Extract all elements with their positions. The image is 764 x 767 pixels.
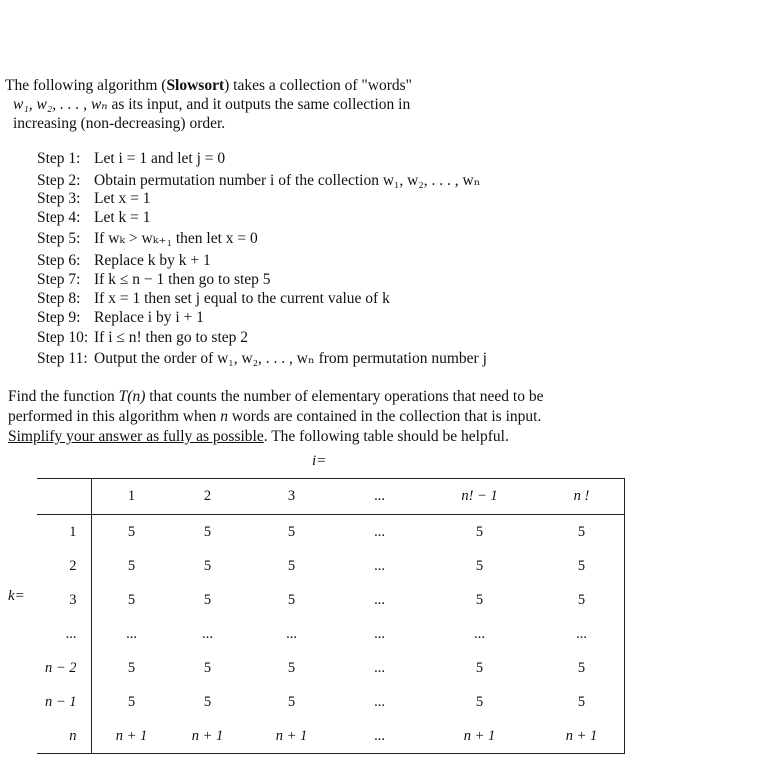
table-cell: 5	[203, 591, 212, 608]
step-label: Step 7:	[37, 271, 81, 288]
step-label: Step 3:	[37, 190, 81, 207]
table-cell: 5	[203, 523, 212, 540]
step-label: Step 4:	[37, 209, 81, 226]
column-header: n !	[540, 479, 625, 515]
table-header-row	[37, 479, 624, 515]
step-row	[37, 329, 248, 347]
operations-table	[37, 478, 625, 754]
row-header: n − 1	[37, 685, 91, 719]
table-cell: n + 1	[91, 719, 172, 754]
question-line-3	[8, 427, 509, 446]
step-row	[37, 171, 480, 190]
step-row	[37, 290, 390, 308]
question-text: . The following table should be helpful.	[263, 428, 509, 445]
question-text: Find the function	[8, 388, 119, 405]
table-cell: 5	[203, 557, 212, 574]
step-text: If wₖ > wₖ₊₁ then let x = 0	[94, 230, 258, 247]
step-label: Step 9:	[37, 309, 81, 326]
table-cell: ...	[374, 659, 385, 676]
table-cell: ...	[374, 625, 385, 642]
step-label: Step 1:	[37, 150, 81, 167]
question-text: performed in this algorithm when	[8, 408, 221, 425]
table-row	[37, 719, 624, 754]
step-text: If k ≤ n − 1 then go to step 5	[94, 271, 271, 288]
step-text: Let k = 1	[94, 209, 151, 226]
table-cell: 5	[127, 591, 136, 608]
simplify-instruction: Simplify your answer as fully as possible	[8, 428, 264, 445]
row-header: n	[37, 719, 91, 754]
row-header: n − 2	[37, 651, 91, 685]
function-name: T(n)	[118, 388, 146, 405]
table-corner	[37, 479, 91, 515]
table-cell: 5	[203, 659, 212, 676]
step-label: Step 11:	[37, 350, 88, 367]
step-label: Step 2:	[37, 172, 81, 189]
table-cell: 5	[475, 591, 484, 608]
step-row	[37, 150, 225, 168]
table-cell: ...	[374, 557, 385, 574]
table-cell: 5	[127, 523, 136, 540]
step-row	[37, 271, 271, 289]
table-cell: 5	[475, 659, 484, 676]
table-cell: 5	[287, 557, 296, 574]
table-row	[37, 651, 624, 685]
table-cell: ...	[374, 693, 385, 710]
i-axis-label: i=	[312, 453, 327, 469]
table-cell: 5	[127, 659, 136, 676]
table-cell: 5	[287, 523, 296, 540]
table-cell: 5	[287, 591, 296, 608]
question-line-1	[8, 387, 544, 406]
step-text: Replace k by k + 1	[94, 252, 211, 269]
table-cell: 5	[127, 557, 136, 574]
step-label: Step 10:	[37, 329, 89, 346]
table-cell: n + 1	[244, 719, 340, 754]
table-row	[37, 685, 624, 719]
column-header: 2	[172, 479, 244, 515]
intro-text: as its input, and it outputs the same collection in	[107, 96, 411, 113]
step-text: Let i = 1 and let j = 0	[94, 150, 226, 167]
table-cell: 5	[540, 651, 625, 685]
step-text: Obtain permutation number i of the collection w₁, w₂, . . . , wₙ	[94, 172, 481, 189]
table-cell: n + 1	[540, 719, 625, 754]
table-cell: 5	[540, 515, 625, 550]
table-cell: n + 1	[420, 719, 540, 754]
step-row	[37, 252, 211, 270]
column-header: n! − 1	[420, 479, 540, 515]
table-cell: 5	[287, 693, 296, 710]
table-cell: ...	[286, 625, 297, 642]
row-header: ...	[37, 617, 91, 651]
table-cell: n + 1	[172, 719, 244, 754]
question-line-2	[8, 407, 541, 426]
row-header: 2	[37, 549, 91, 583]
intro-text: The following algorithm (	[5, 77, 167, 94]
table-row	[37, 549, 624, 583]
table-cell: ...	[126, 625, 137, 642]
step-row	[37, 349, 487, 368]
table-cell: 5	[475, 557, 484, 574]
column-header: ...	[340, 479, 420, 515]
intro-line-1	[5, 76, 412, 95]
step-label: Step 8:	[37, 290, 81, 307]
step-text: If i ≤ n! then go to step 2	[94, 329, 249, 346]
table-row	[37, 515, 624, 550]
table-cell: 5	[127, 693, 136, 710]
algorithm-name: Slowsort	[166, 77, 225, 94]
question-text: that counts the number of elementary operations that need to be	[145, 388, 544, 405]
table-cell: ...	[340, 719, 420, 754]
table-cell: 5	[540, 583, 625, 617]
step-row	[37, 229, 258, 248]
table-row	[37, 583, 624, 617]
table-cell: ...	[540, 617, 625, 651]
table-cell: ...	[374, 523, 385, 540]
step-text: Replace i by i + 1	[94, 309, 204, 326]
step-text: Output the order of w₁, w₂, . . . , wₙ from permutation number j	[94, 350, 487, 367]
table-cell: 5	[540, 685, 625, 719]
row-header: 1	[37, 515, 91, 550]
step-text: Let x = 1	[94, 190, 151, 207]
column-header: 3	[244, 479, 340, 515]
table-cell: 5	[287, 659, 296, 676]
table-cell: 5	[203, 693, 212, 710]
column-header: 1	[91, 479, 172, 515]
table-cell: 5	[475, 693, 484, 710]
k-axis-label: k=	[8, 588, 25, 604]
table-cell: ...	[202, 625, 213, 642]
intro-text: ) takes a collection of "words"	[224, 77, 412, 94]
variable-n: n	[220, 408, 228, 425]
step-row	[37, 190, 151, 208]
word-variables: w₁, w₂, . . . , wₙ	[13, 96, 108, 113]
question-text: words are contained in the collection that is input.	[227, 408, 542, 425]
step-row	[37, 209, 151, 227]
table-row	[37, 617, 624, 651]
step-label: Step 5:	[37, 230, 81, 247]
table-cell: ...	[374, 591, 385, 608]
intro-line-3: increasing (non-decreasing) order.	[13, 115, 226, 132]
step-text: If x = 1 then set j equal to the current value of k	[94, 290, 390, 307]
table-cell: ...	[474, 625, 485, 642]
intro-line-2	[13, 95, 410, 114]
table-cell: 5	[475, 523, 484, 540]
row-header: 3	[37, 583, 91, 617]
step-label: Step 6:	[37, 252, 81, 269]
step-row	[37, 309, 204, 327]
table-cell: 5	[540, 549, 625, 583]
